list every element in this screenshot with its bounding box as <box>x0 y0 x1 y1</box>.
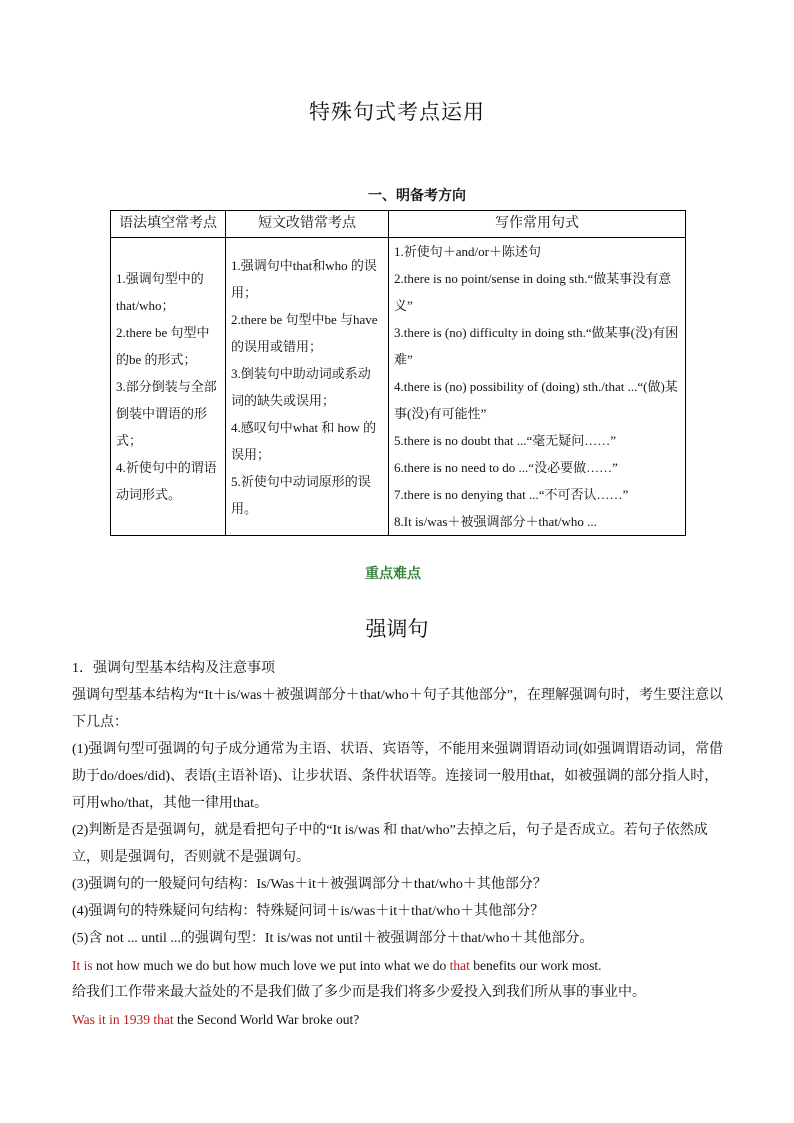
list-item: 5.there is no doubt that ...“毫无疑问……” <box>394 433 617 448</box>
table-header-cell: 写作常用句式 <box>389 211 686 238</box>
example-text: benefits our work most. <box>469 958 602 973</box>
example-translation: 给我们工作带来最大益处的不是我们做了多少而是我们将多少爱投入到我们所从事的事业中。 <box>72 985 646 1000</box>
example-sentence <box>72 952 724 979</box>
highlight-text: Was it in 1939 that <box>72 1012 174 1027</box>
highlight-text: that <box>449 958 470 973</box>
list-item: 1.强调句型中的that/who； <box>116 271 204 313</box>
highlight-text: It is <box>72 958 93 973</box>
table-header-cell: 语法填空常考点 <box>111 211 226 238</box>
list-item: 4.感叹句中what 和 how 的误用； <box>231 419 377 462</box>
list-item: 2.there be 句型中的be 的形式； <box>116 325 210 367</box>
paragraph: (5)含 not ... until ...的强调句型：It is/was not until＋被强调部分＋that/who＋其他部分。 <box>72 931 594 946</box>
list-item: 7.there is no denying that ...“不可否认……” <box>394 487 629 502</box>
list-item: 1.祈使句＋and/or＋陈述句 <box>394 244 541 259</box>
paragraph: (2)判断是否是强调句，就是看把句子中的“It is/was 和 that/who”去掉之后，句子是否成立。若句子依然成立，则是强调句，否则就不是强调句。 <box>72 823 708 865</box>
key-points-label: 重点难点 <box>365 567 421 582</box>
page-title: 特殊句式考点运用 <box>309 100 485 124</box>
list-item: 5.祈使句中动词原形的误用。 <box>231 473 371 516</box>
list-item: 4.there is (no) possibility of (doing) sth./that ...“(做)某事(没)有可能性” <box>394 379 678 421</box>
table-cell-error-correction <box>226 238 389 536</box>
section-title: 强调句 <box>365 617 429 641</box>
list-item: 1.强调句中that和who 的误用； <box>231 257 377 300</box>
example-text: not how much we do but how much love we put into what we do <box>92 958 450 973</box>
list-item: 6.there is no need to do ...“没必要做……” <box>394 460 618 475</box>
example-sentence <box>72 1006 724 1033</box>
exam-points-table <box>110 210 686 536</box>
list-item: 3.倒装句中助动词或系动词的缺失或误用； <box>231 365 371 408</box>
section-heading: 一、明备考方向 <box>368 189 466 204</box>
list-item: 8.It is/was＋被强调部分＋that/who ... <box>394 514 597 529</box>
list-item: 3.部分倒装与全部倒装中谓语的形式； <box>116 379 217 448</box>
table-header-row <box>111 211 686 238</box>
table-cell-grammar-fill <box>111 238 226 536</box>
list-item: 2.there is no point/sense in doing sth.“做某事没有意义” <box>394 271 672 313</box>
list-item: 3.there is (no) difficulty in doing sth.“做某事(没)有困难” <box>394 325 679 367</box>
body-text <box>72 655 724 1033</box>
example-text: the Second World War broke out? <box>173 1012 360 1027</box>
list-item: 2.there be 句型中be 与have 的误用或错用； <box>231 311 378 354</box>
table-row <box>111 238 686 536</box>
table-cell-writing-patterns <box>389 238 686 536</box>
paragraph: (3)强调句的一般疑问句结构：Is/Was＋it＋被强调部分＋that/who＋其他部分？ <box>72 877 547 892</box>
paragraph: (1)强调句型可强调的句子成分通常为主语、状语、宾语等，不能用来强调谓语动词(如强调谓语动词，常借助于do/does/did)、表语(主语补语)、让步状语、条件状语等。连接词一般用that，如被强调的部分指人时，可用who/that，其他一律用that。 <box>72 742 723 811</box>
sub-heading: 1．强调句型基本结构及注意事项 <box>72 661 275 676</box>
paragraph: 强调句型基本结构为“It＋is/was＋被强调部分＋that/who＋句子其他部分”，在理解强调句时，考生要注意以下几点： <box>72 688 723 730</box>
list-item: 4.祈使句中的谓语动词形式。 <box>116 460 217 502</box>
paragraph: (4)强调句的特殊疑问句结构：特殊疑问词＋is/was＋it＋that/who＋其他部分？ <box>72 904 545 919</box>
table-header-cell: 短文改错常考点 <box>226 211 389 238</box>
